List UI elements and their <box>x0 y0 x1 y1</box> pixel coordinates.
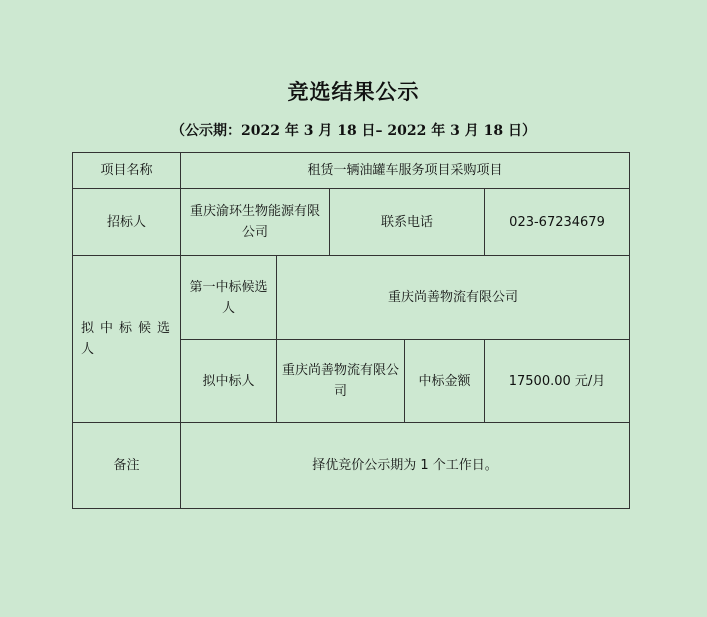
contact-phone-value: 023-67234679 <box>485 189 630 256</box>
tenderer-value: 重庆渝环生物能源有限公司 <box>181 189 330 256</box>
candidate-label: 拟中标候选人 <box>73 256 181 423</box>
contact-phone-label: 联系电话 <box>330 189 485 256</box>
result-table <box>72 152 630 509</box>
page-title: 竞选结果公示 <box>287 79 420 104</box>
amount-value: 17500.00 元/月 <box>485 340 630 423</box>
winner-value: 重庆尚善物流有限公司 <box>277 340 405 423</box>
table-row <box>73 189 630 256</box>
table-row <box>73 153 630 189</box>
amount-label: 中标金额 <box>405 340 485 423</box>
table-row <box>73 256 630 340</box>
notice-period: （公示期：2022 年 3 月 18 日– 2022 年 3 月 18 日） <box>171 123 536 139</box>
remark-label: 备注 <box>73 423 181 509</box>
remark-value: 择优竞价公示期为 1 个工作日。 <box>181 423 630 509</box>
project-name-label: 项目名称 <box>73 153 181 189</box>
first-candidate-label: 第一中标候选人 <box>181 256 277 340</box>
first-candidate-value: 重庆尚善物流有限公司 <box>277 256 630 340</box>
winner-label: 拟中标人 <box>181 340 277 423</box>
project-name-value: 租赁一辆油罐车服务项目采购项目 <box>181 153 630 189</box>
tenderer-label: 招标人 <box>73 189 181 256</box>
table-row <box>73 423 630 509</box>
